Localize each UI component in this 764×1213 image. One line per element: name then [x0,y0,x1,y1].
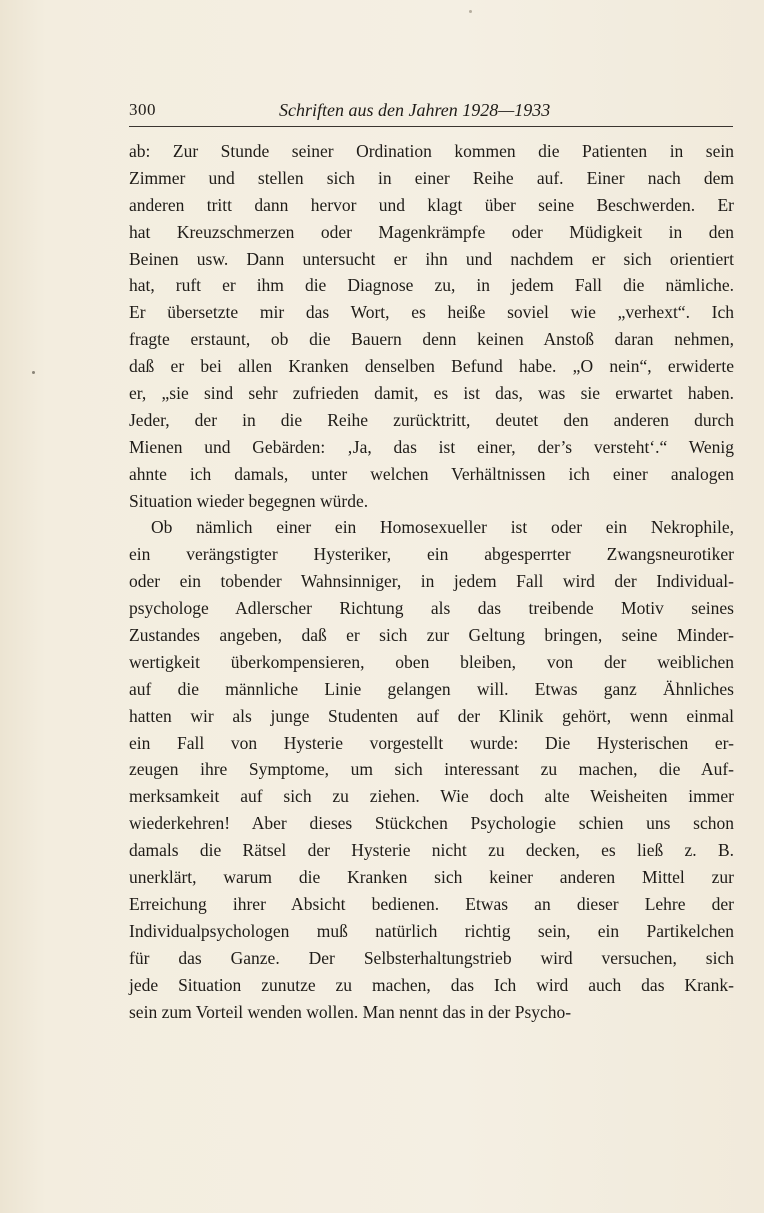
margin-mark [32,371,35,374]
text-line: Situation wieder begegnen würde. [129,490,369,511]
text-line: wiederkehren! Aber dieses Stückchen Psychologie schien uns schon [129,813,734,834]
text-line: sein zum Vorteil wenden wollen. Man nennt das in der Psycho- [129,1001,572,1022]
text-line: jede Situation zunutze zu machen, das Ich wird auch das Krank- [129,974,734,995]
text-line: hat, ruft er ihm die Diagnose zu, in jedem Fall die nämliche. [129,275,734,296]
text-line: er, „sie sind sehr zufrieden damit, es ist das, was sie erwartet haben. [129,383,734,404]
text-line: Er übersetzte mir das Wort, es heiße soviel wie „verhext“. Ich [129,302,734,323]
page-header [129,96,733,127]
text-line: fragte erstaunt, ob die Bauern denn keinen Anstoß daran nehmen, [129,329,734,350]
text-line: ahnte ich damals, unter welchen Verhältnissen ich einer analogen [129,463,734,484]
text-line: psychologe Adlerscher Richtung als das treibende Motiv seines [129,598,734,619]
text-line: Zimmer und stellen sich in einer Reihe auf. Einer nach dem [129,167,734,188]
text-line: damals die Rätsel der Hysterie nicht zu decken, es ließ z. B. [129,840,734,861]
paragraph [129,514,734,1025]
text-line: hat Kreuzschmerzen oder Magenkrämpfe oder Müdigkeit in den [129,221,734,242]
text-line: anderen tritt dann hervor und klagt über seine Beschwerden. Er [129,194,734,215]
text-line: unerklärt, warum die Kranken sich keiner anderen Mittel zur [129,867,734,888]
text-line: oder ein tobender Wahnsinniger, in jedem Fall wird der Individual- [129,571,734,592]
text-line: ab: Zur Stunde seiner Ordination kommen die Patienten in sein [129,141,734,161]
text-line: auf die männliche Linie gelangen will. Etwas ganz Ähnliches [129,678,734,699]
text-line: Mienen und Gebärden: ‚Ja, das ist einer, der’s versteht‘.“ Wenig [129,436,734,457]
text-line: Erreichung ihrer Absicht bedienen. Etwas an dieser Lehre der [129,893,734,914]
text-line: daß er bei allen Kranken denselben Befund habe. „O nein“, erwiderte [129,356,734,377]
text-line: Jeder, der in die Reihe zurücktritt, deutet den anderen durch [129,409,734,430]
body-text [129,138,734,1025]
paper-speck [469,10,472,13]
text-line: wertigkeit überkompensieren, oben bleiben, von der weiblichen [129,651,734,672]
text-line: Individualpsychologen muß natürlich richtig sein, ein Partikelchen [129,920,734,941]
text-line: ein Fall von Hysterie vorgestellt wurde: Die Hysterischen er- [129,732,734,753]
running-title: Schriften aus den Jahren 1928—1933 [279,100,551,120]
text-line: für das Ganze. Der Selbsterhaltungstrieb wird versuchen, sich [129,947,734,968]
text-line: hatten wir als junge Studenten auf der Klinik gehört, wenn einmal [129,705,734,726]
text-line: Beinen usw. Dann untersucht er ihn und nachdem er sich orientiert [129,248,734,269]
text-line: zeugen ihre Symptome, um sich interessant zu machen, die Auf- [129,759,734,780]
text-line: merksamkeit auf sich zu ziehen. Wie doch alte Weisheiten immer [129,786,734,807]
text-line: ein verängstigter Hysteriker, ein abgesperrter Zwangsneurotiker [129,544,734,565]
paragraph [129,138,734,514]
text-line: Ob nämlich einer ein Homosexueller ist oder ein Nekrophile, [151,517,734,538]
text-line: Zustandes angeben, daß er sich zur Geltung bringen, seine Minder- [129,625,734,646]
page-number: 300 [129,100,156,119]
